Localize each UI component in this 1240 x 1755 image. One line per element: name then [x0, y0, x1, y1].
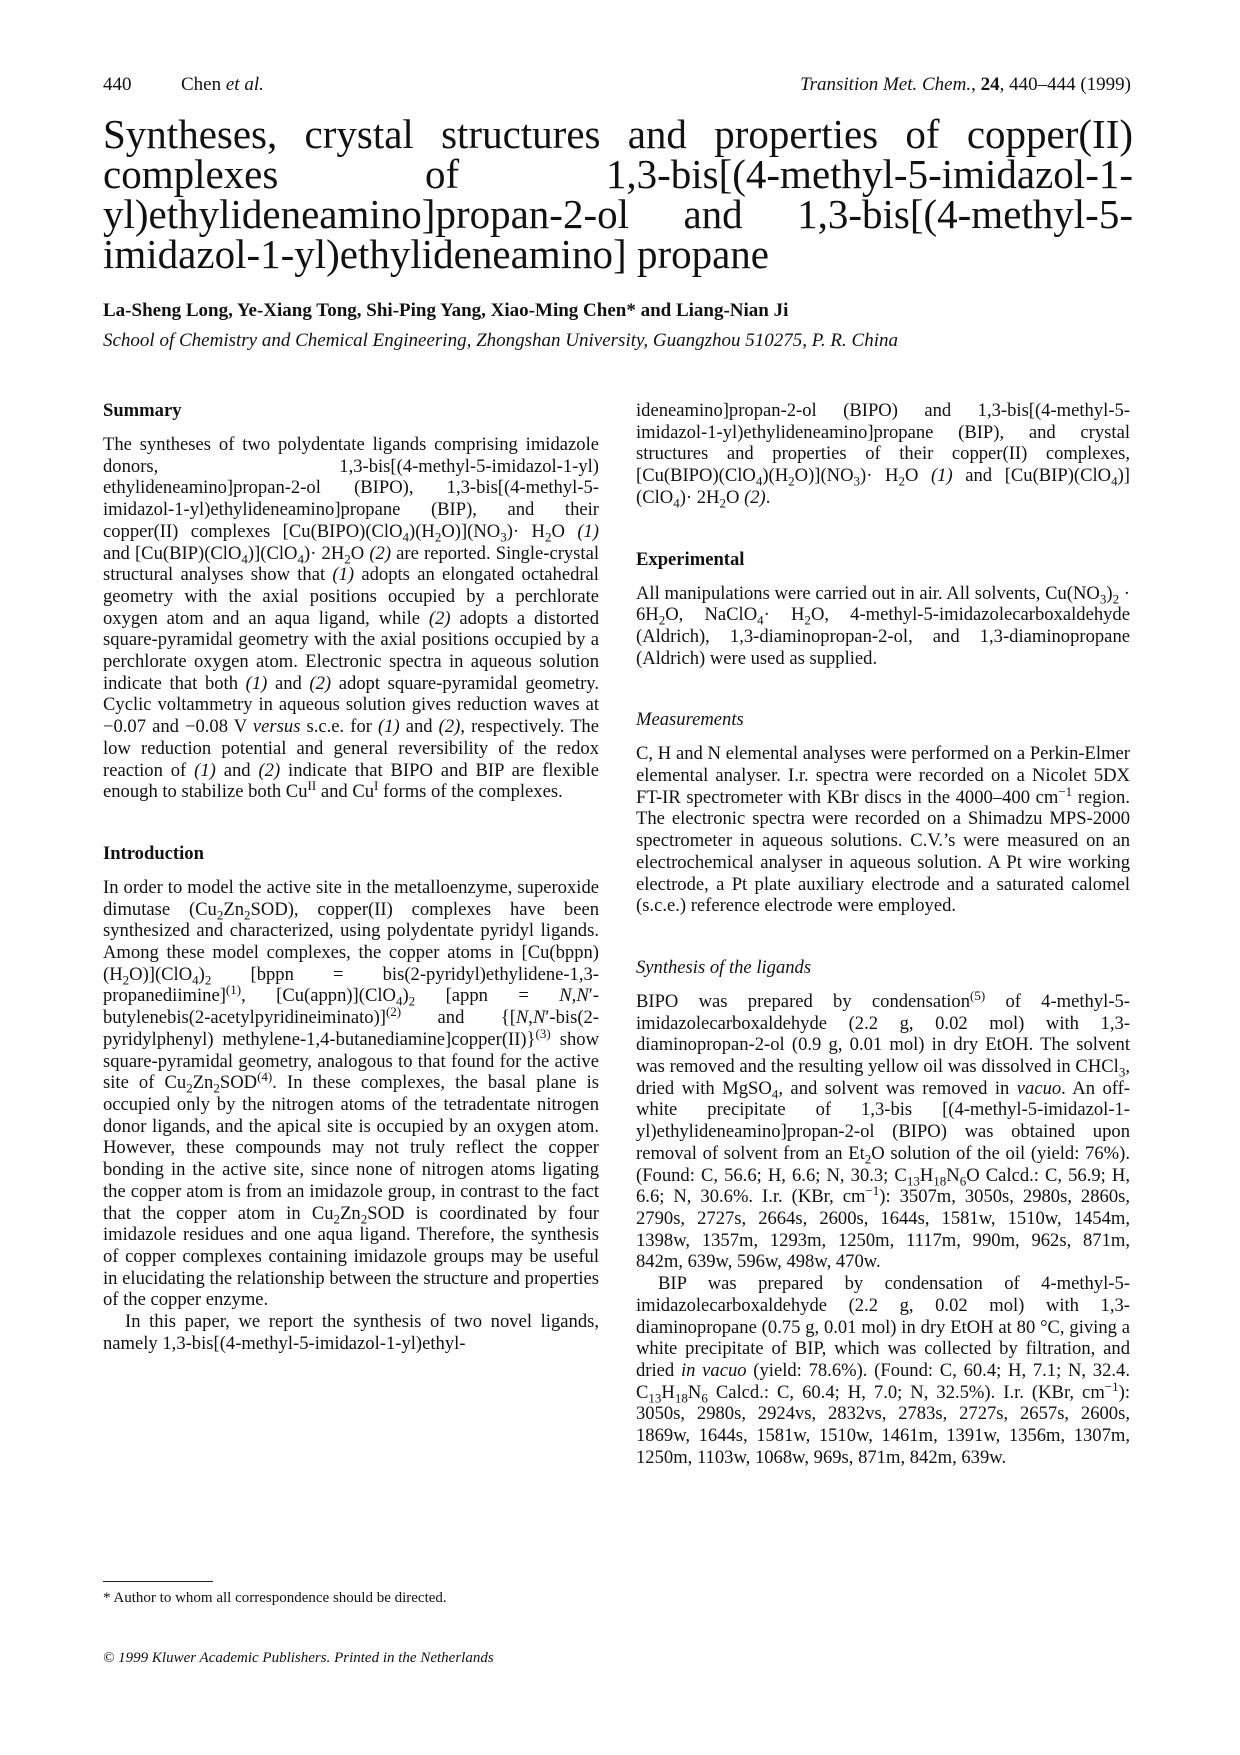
introduction-paragraph-1: In order to model the active site in the metalloenzyme, superoxide dimutase $(Cu_2Zn_2SOD)$, copper(II) complexes have been synthesized and characterized, using polydentate pyridyl ligands. Among these model complexes, the copper atoms in $[Cu(bppn)(H_2O)](ClO_4)_2$ [bppn = bis(2-pyridyl)ethylidene-1,3-propanediimine]$^{(1)}$, $[Cu(appn)](ClO_4)_2$ [appn = N,N′-butylenebis(2-acetylpyridineiminato)]$^{(2)}$ and {[N,N′-bis(2-pyridylphenyl) methylene-1,4-butanediamine]copper(II)}$^{(3)}$ show square-pyramidal geometry, analogous to that found for the active site of $Cu_2Zn_2SOD^{(4)}$. In these complexes, the basal plane is occupied only by the nitrogen atoms of the tetradentate nitrogen donor ligands, and the apical site is occupied by an oxygen atom. However, these compounds may not truly reflect the copper bonding in the active site, since none of nitrogen atoms ligating the copper atom is from an imidazole group, in contrast to the fact that the copper atom in $Cu_2Zn_2SOD$ is coordinated by four imidazole residues and one aqua ligand. Therefore, the synthesis of copper complexes containing imidazole groups may be useful in elucidating the relationship between the structure and properties of the copper enzyme.: [103, 876, 599, 1311]
running-head: [103, 74, 1131, 100]
footnote-rule: [103, 1581, 213, 1582]
measurements-paragraph: C, H and N elemental analyses were performed on a Perkin-Elmer elemental analyser. I.r. spectra were recorded on a Nicolet 5DX FT-IR spectrometer with KBr discs in the 4000–400 $cm^{-1}$ region. The electronic spectra were recorded on a Shimadzu MPS-2000 spectrometer in aqueous solutions. C.V.’s were measured on an electrochemical analyser in aqueous solution. A Pt wire working electrode, a Pt plate auxiliary electrode and a saturated calomel (s.c.e.) reference electrode were employed.: [636, 743, 1130, 917]
footnote: * Author to whom all correspondence should be directed.: [103, 1590, 447, 1606]
experimental-heading: Experimental: [636, 548, 745, 570]
synthesis-bipo-paragraph: BIPO was prepared by condensation$^{(5)}$ of 4-methyl-5-imidazolecarboxaldehyde (2.2 g, 0.02 mol) with 1,3-diaminopropan-2-ol (0.9 g, 0.01 mol) in dry EtOH. The solvent was removed and the resulting yellow oil was dissolved in CHCl$_3$, dried with MgSO$_4$, and solvent was removed in vacuo. An off-white precipitate of 1,3-bis [(4-methyl-5-imidazol-1-yl)ethylideneamino]propan-2-ol (BIPO) was obtained upon removal of solvent from an $Et_2O$ solution of the oil (yield: 76%). (Found: C, 56.6; H, 6.6; N, 30.3; $C_{13}H_{18}N_6O$ Calcd.: C, 56.9; H, 6.6; N, 30.6%. I.r. (KBr, $cm^{-1}$): 3507m, 3050s, 2980s, 2860s, 2790s, 2727s, 2664s, 2600s, 1644s, 1581w, 1510w, 1454m, 1398w, 1357m, 1293m, 1250m, 1117m, 990m, 962s, 871m, 842m, 639w, 596w, 498w, 470w.: [636, 987, 1130, 1273]
article-affiliation: School of Chemistry and Chemical Engineering, Zhongshan University, Guangzhou 510275, P. R. China: [103, 330, 898, 351]
journal-citation: Transition Met. Chem., 24, 440–444 (1999): [800, 74, 1131, 95]
journal-pages-year: 440–444 (1999): [1009, 74, 1131, 95]
copyright-notice: © 1999 Kluwer Academic Publishers. Printed in the Netherlands: [103, 1650, 494, 1666]
summary-heading: Summary: [103, 400, 182, 421]
introduction-heading: Introduction: [103, 842, 204, 864]
right-column: [636, 400, 1130, 1468]
running-author: Chen et al.: [181, 74, 264, 95]
running-head-left: [103, 74, 264, 96]
journal-name: Transition Met. Chem.: [800, 74, 972, 95]
summary-paragraph: The syntheses of two polydentate ligands comprising imidazole donors, 1,3-bis[(4-methyl-5-imidazol-1-yl) ethylideneamino]propan-2-ol (BIPO), 1,3-bis[(4-methyl-5-imidazol-1-yl)ethylideneamino]propane (BIP), and their copper(II) complexes $[Cu(BIPO)(ClO_4)(H_2O)](NO_3)\cdot H_2O$ (1) and $[Cu(BIP)(ClO_4)](ClO_4)\cdot 2H_2O$ (2) are reported. Single-crystal structural analyses show that (1) adopts an elongated octahedral geometry with the axial positions occupied by a perchlorate oxygen atom and an aqua ligand, while (2) adopts a distorted square-pyramidal geometry with the axial positions occupied by a perchlorate oxygen atom. Electronic spectra in aqueous solution indicate that both (1) and (2) adopt square-pyramidal geometry. Cyclic voltammetry in aqueous solution gives reduction waves at −0.07 and −0.08 V versus s.c.e. for (1) and (2), respectively. The low reduction potential and general reversibility of the redox reaction of (1) and (2) indicate that BIPO and BIP are flexible enough to stabilize both $Cu^{II}$ and $Cu^I$ forms of the complexes.: [103, 434, 600, 803]
experimental-paragraph: All manipulations were carried out in air. All solvents, $Cu(NO_3)_2 \cdot 6H_2O$, NaClO$_4$· $H_2O$, 4-methyl-5-imidazolecarboxaldehyde (Aldrich), 1,3-diaminopropan-2-ol, and 1,3-diaminopropane (Aldrich) were used as supplied.: [636, 582, 1130, 669]
left-column: [103, 400, 599, 1354]
synthesis-ligands-heading: Synthesis of the ligands: [636, 956, 812, 978]
article-title: Syntheses, crystal structures and properties of copper(II) complexes of 1,3-bis[(4-methyl-5-imidazol-1-yl)ethylideneamino]propan-2-ol and 1,3-bis[(4-methyl-5-imidazol-1-yl)ethylideneamino] propane: [103, 111, 1133, 277]
journal-volume: 24: [980, 74, 1000, 95]
synthesis-bip-paragraph: BIP was prepared by condensation of 4-methyl-5-imidazolecarboxaldehyde (2.2 g, 0.02 mol) with 1,3-diaminopropane (0.75 g, 0.01 mol) in dry EtOH at 80 °C, giving a white precipitate of BIP, which was collected by filtration, and dried in vacuo (yield: 78.6%). (Found: C, 60.4; H, 7.1; N, 32.4. $C_{13}H_{18}N_6$ Calcd.: C, 60.4; H, 7.0; N, 32.5%). I.r. (KBr, $cm^{-1}$): 3050s, 2980s, 2924vs, 2832vs, 2783s, 2727s, 2657s, 2600s, 1869w, 1644s, 1581w, 1510w, 1461m, 1391w, 1356m, 1307m, 1250m, 1103w, 1068w, 969s, 871m, 842m, 639w.: [636, 1273, 1130, 1468]
measurements-heading: Measurements: [636, 709, 744, 731]
page-number: 440: [103, 74, 132, 95]
article-authors: La-Sheng Long, Ye-Xiang Tong, Shi-Ping Yang, Xiao-Ming Chen* and Liang-Nian Ji: [103, 300, 789, 321]
introduction-paragraph-2-continued: ideneamino]propan-2-ol (BIPO) and 1,3-bis[(4-methyl-5-imidazol-1-yl)ethylideneamino]propane (BIP), and crystal structures and properties of their copper(II) complexes, $[Cu(BIPO)(ClO_4)(H_2O)](NO_3)\cdot H_2O$ (1) and $[Cu(BIP)(ClO_4)](ClO_4)\cdot 2H_2O$ (2).: [636, 400, 1130, 511]
introduction-paragraph-2: In this paper, we report the synthesis of two novel ligands, namely 1,3-bis[(4-methyl-5-imidazol-1-yl)ethyl-: [103, 1311, 599, 1354]
